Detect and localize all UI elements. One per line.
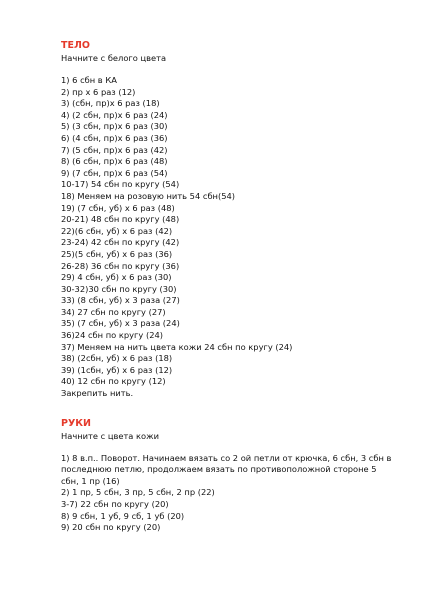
section-title-ruki: РУКИ [61, 417, 92, 429]
telo-row: 3) (сбн, пр)х 6 раз (18) [61, 98, 160, 109]
ruki-row: 8) 9 сбн, 1 уб, 9 сб, 1 уб (20) [61, 510, 185, 521]
section-title-telo: ТЕЛО [61, 40, 90, 51]
spacer [61, 64, 401, 75]
telo-row: Закрепить нить. [61, 388, 134, 399]
telo-row: 6) (4 сбн, пр)х 6 раз (36) [61, 132, 168, 143]
telo-row: 35) (7 сбн, уб) х 3 раза (24) [61, 318, 180, 329]
telo-row: 10-17) 54 сбн по кругу (54) [61, 179, 180, 190]
telo-row: 30-32)30 сбн по кругу (30) [61, 283, 177, 294]
ruki-rows-list [61, 487, 401, 533]
telo-row: 37) Меняем на нить цвета кожи 24 сбн по кругу (24) [61, 341, 293, 352]
telo-row: 23-24) 42 сбн по кругу (42) [61, 237, 180, 248]
telo-row: 1) 6 сбн в КА [61, 75, 117, 85]
section-subtitle-ruki: Начните с цвета кожи [61, 430, 159, 441]
ruki-row-paragraph: 1) 8 в.п.. Поворот. Начинаем вязать со 2 ой петли от крючка, 6 сбн, 3 сбн в последнюю петлю, продолжаем вязать по противоположной стороне 5 сбн, 1 пр (16) [61, 452, 392, 486]
spacer [61, 400, 401, 418]
ruki-row: 3-7) 22 сбн по кругу (20) [61, 499, 169, 509]
telo-row: 34) 27 сбн по кругу (27) [61, 306, 166, 317]
telo-row: 4) (2 сбн, пр)х 6 раз (24) [61, 109, 168, 120]
telo-row: 22)(6 сбн, уб) х 6 раз (42) [61, 225, 173, 236]
telo-row: 9) (7 сбн, пр)х 6 раз (54) [61, 167, 168, 178]
telo-row: 33) (8 сбн, уб) х 3 раза (27) [61, 295, 180, 306]
telo-row: 38) (2сбн, уб) х 6 раз (18) [61, 353, 173, 364]
spacer [61, 442, 401, 453]
telo-row: 18) Меняем на розовую нить 54 сбн(54) [61, 190, 236, 201]
telo-row: 26-28) 36 сбн по кругу (36) [61, 260, 180, 271]
telo-row: 36)24 сбн по кругу (24) [61, 330, 163, 341]
telo-row: 40) 12 сбн по кругу (12) [61, 376, 166, 387]
section-subtitle-telo: Начните с белого цвета [61, 53, 167, 63]
telo-row: 25)(5 сбн, уб) х 6 раз (36) [61, 248, 173, 259]
telo-row: 19) (7 сбн, уб) х 6 раз (48) [61, 202, 175, 213]
ruki-row: 2) 1 пр, 5 сбн, 3 пр, 5 сбн, 2 пр (22) [61, 487, 215, 498]
telo-row: 29) 4 сбн, уб) х 6 раз (30) [61, 272, 172, 283]
telo-row: 20-21) 48 сбн по кругу (48) [61, 214, 180, 225]
telo-row: 2) пр х 6 раз (12) [61, 86, 136, 97]
telo-row: 39) (1сбн, уб) х 6 раз (12) [61, 364, 173, 375]
ruki-row: 9) 20 сбн по кругу (20) [61, 522, 161, 533]
pattern-document [61, 40, 401, 534]
telo-row: 8) (6 сбн, пр)х 6 раз (48) [61, 156, 168, 167]
telo-row: 5) (3 сбн, пр)х 6 раз (30) [61, 121, 168, 132]
telo-rows-list [61, 75, 401, 400]
telo-row: 7) (5 сбн, пр)х 6 раз (42) [61, 144, 168, 155]
